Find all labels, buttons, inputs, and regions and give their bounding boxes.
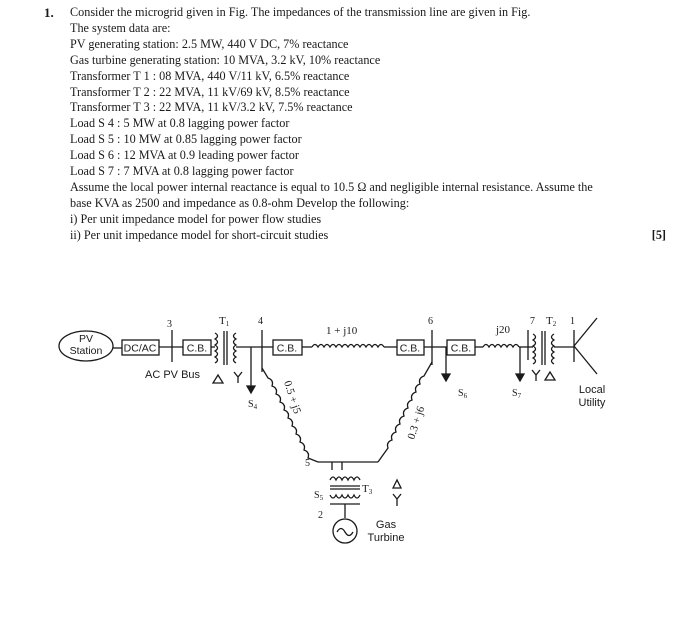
cb-label-4: C.B. (450, 342, 472, 355)
cb-label-2: C.B. (276, 342, 298, 355)
s4-label: $S_4$ (248, 399, 258, 411)
t2-delta-symbol (545, 372, 555, 380)
pv-label-1: PV (78, 333, 94, 345)
s7-label: $S_7$ (512, 388, 522, 400)
t2-label: T2 (546, 315, 557, 328)
cb-label-3: C.B. (399, 342, 421, 355)
t3-delta-symbol (393, 480, 401, 488)
s7-load-arrow (516, 374, 524, 381)
data-line-pv: PV generating station: 2.5 MW, 440 V DC, 7% reactance (70, 36, 349, 51)
bus-2-label: 2 (318, 510, 323, 521)
data-line-s6: Load S 6 : 12 MVA at 0.9 leading power factor (70, 148, 299, 163)
assumption-line-2: base KVA as 2500 and impedance as 0.8-ohm Develop the following: (70, 195, 410, 210)
local-utility-symbol (574, 346, 597, 374)
dcac-label: DC/AC (123, 342, 157, 355)
marks: [5] (651, 227, 666, 242)
data-line-t3: Transformer T 3 : 22 MVA, 11 kV/3.2 kV, 7.5% reactance (70, 100, 353, 115)
bus-5-label: 5 (305, 458, 310, 469)
generator-sine-symbol (337, 529, 353, 536)
s5-label: $S_5$ (314, 490, 324, 502)
gas-turbine-label-1: Gas (375, 519, 397, 531)
t1-secondary-coil (234, 333, 237, 363)
question-number: 1. (44, 5, 54, 20)
z-line-6-7: j20 (496, 324, 511, 336)
line-6-7-impedance (483, 345, 519, 348)
t3-secondary-coil (330, 495, 360, 498)
t2-wye-symbol (532, 370, 540, 381)
t1-label: T1 (219, 315, 230, 328)
bus-4-label: 4 (258, 316, 263, 327)
bus-7-label: 7 (530, 316, 535, 327)
system-data-heading: The system data are: (70, 20, 171, 35)
t1-primary-coil (215, 333, 218, 363)
part-i: i) Per unit impedance model for power flow studies (70, 211, 322, 226)
data-line-gas: Gas turbine generating station: 10 MVA, 3.2 kV, 10% reactance (70, 52, 381, 67)
ac-pv-bus-label: AC PV Bus (145, 369, 201, 381)
t2-secondary-coil (552, 334, 555, 364)
t1-wye-symbol (234, 372, 242, 383)
cb-label-1: C.B. (186, 342, 208, 355)
t1-delta-symbol (213, 375, 223, 383)
z-line-4-6: 1 + j10 (326, 325, 358, 337)
question-intro: Consider the microgrid given in Fig. The impedances of the transmission line are given in Fig. (70, 5, 531, 19)
z-line-4-5: 0.5 + j5 (281, 379, 304, 416)
data-line-t1: Transformer T 1 : 08 MVA, 440 V/11 kV, 6.5% reactance (70, 68, 350, 83)
t2-primary-coil (533, 334, 536, 364)
line-4-6-impedance (312, 345, 384, 348)
z-line-5-6: 0.3 + j6 (405, 404, 428, 441)
t3-primary-coil (330, 477, 360, 480)
data-line-t2: Transformer T 2 : 22 MVA, 11 kV/69 kV, 8.5% reactance (70, 84, 350, 99)
t3-wye-symbol (393, 494, 401, 506)
assumption-line-1: Assume the local power internal reactance is equal to 10.5 Ω and negligible internal resistance. Assume the (70, 179, 593, 194)
data-line-s7: Load S 7 : 7 MVA at 0.8 lagging power factor (70, 164, 294, 179)
data-line-s5: Load S 5 : 10 MW at 0.85 lagging power factor (70, 132, 302, 147)
bus-6-label: 6 (428, 316, 433, 327)
local-utility-label-1: Local (578, 384, 606, 396)
data-line-s4: Load S 4 : 5 MW at 0.8 lagging power factor (70, 116, 290, 131)
s4-load-arrow (247, 386, 255, 393)
gas-turbine-label-2: Turbine (367, 532, 405, 544)
pv-label-2: Station (69, 345, 103, 357)
local-utility-label-2: Utility (578, 397, 606, 409)
t3-label: T3 (362, 483, 373, 496)
s6-label: $S_6$ (458, 388, 468, 400)
bus-3-label: 3 (167, 319, 172, 330)
s6-load-arrow (442, 374, 450, 381)
part-ii: ii) Per unit impedance model for short-circuit studies (70, 227, 329, 242)
bus-1-label: 1 (570, 316, 575, 327)
